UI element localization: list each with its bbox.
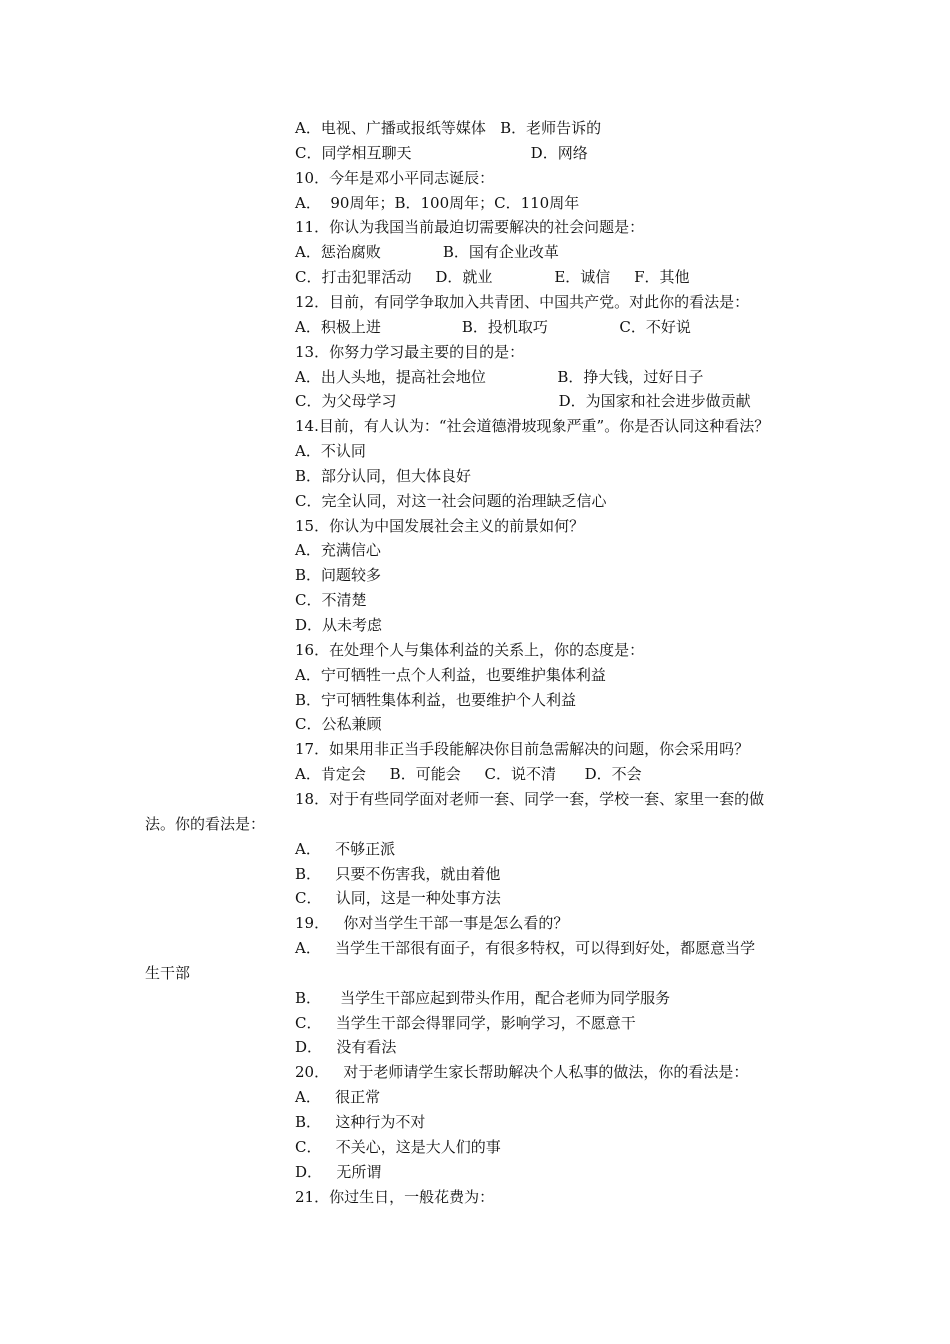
question-line: A．充满信心 [295,541,381,560]
question-line: 15．你认为中国发展社会主义的前景如何？ [295,516,585,535]
question-line: C． 不关心，这是大人们的事 [295,1137,501,1156]
question-line: C．同学相互聊天 D．网络 [295,143,588,162]
question-line: C．打击犯罪活动 D．就业 E．诚信 F．其他 [295,268,690,287]
question-line: A． 90周年；B．100周年；C．110周年 [295,193,580,212]
question-line: A．出人头地，提高社会地位 B．挣大钱，过好日子 [295,367,704,386]
question-line: 11．你认为我国当前最迫切需要解决的社会问题是： [295,218,645,237]
question-line: A． 很正常 [295,1088,381,1107]
question-continuation-line: 生干部 [145,963,191,982]
question-line: 21．你过生日，一般花费为： [295,1187,495,1206]
question-line: B． 这种行为不对 [295,1113,426,1131]
question-line: B． 只要不伤害我，就由着他 [295,864,501,883]
question-line: A．电视、广播或报纸等媒体 B．老师告诉的 [295,119,602,137]
question-line: 10．今年是邓小平同志诞辰： [295,168,495,187]
question-line: A．惩治腐败 B．国有企业改革 [295,243,559,262]
question-line: C．公私兼顾 [295,715,382,734]
question-line: 14.目前，有人认为：“社会道德滑坡现象严重”。你是否认同这种看法？ [295,417,770,436]
question-line: A．不认同 [295,442,366,461]
question-line: B．部分认同，但大体良好 [295,466,472,485]
question-line: 16．在处理个人与集体利益的关系上，你的态度是： [295,640,645,659]
question-line: A． 不够正派 [295,839,396,858]
question-line: B．问题较多 [295,566,382,585]
question-line: B． 当学生干部应起到带头作用，配合老师为同学服务 [295,988,671,1007]
question-line: C． 当学生干部会得罪同学，影响学习，不愿意干 [295,1013,636,1032]
question-line: B．宁可牺牲集体利益，也要维护个人利益 [295,690,577,709]
question-line: D． 无所谓 [295,1162,382,1181]
question-line: C．完全认同，对这一社会问题的治理缺乏信心 [295,491,607,510]
question-line: 19． 你对当学生干部一事是怎么看的？ [295,914,569,933]
question-line: 18．对于有些同学面对老师一套、同学一套，学校一套、家里一套的做 [295,789,765,808]
question-line: D． 没有看法 [295,1038,397,1057]
question-line: 20． 对于老师请学生家长帮助解决个人私事的做法，你的看法是： [295,1063,749,1082]
question-continuation-line: 法。你的看法是： [145,814,266,833]
question-line: A． 当学生干部很有面子，有很多特权，可以得到好处，都愿意当学 [295,939,756,958]
question-line: C． 认同，这是一种处事方法 [295,889,501,908]
question-line: A．宁可牺牲一点个人利益，也要维护集体利益 [295,665,606,684]
question-line: 12．目前，有同学争取加入共青团、中国共产党。对此你的看法是： [295,292,750,311]
question-line: A．肯定会 B．可能会 C．说不清 D．不会 [295,765,642,784]
question-line: C．为父母学习 D．为国家和社会进步做贡献 [295,392,751,411]
question-line: 17．如果用非正当手段能解决你目前急需解决的问题，你会采用吗？ [295,740,750,759]
question-line: A．积极上进 B．投机取巧 C．不好说 [295,317,691,336]
question-line: 13．你努力学习最主要的目的是： [295,342,525,361]
question-line: D．从未考虑 [295,616,383,634]
question-line: C．不清楚 [295,591,367,610]
